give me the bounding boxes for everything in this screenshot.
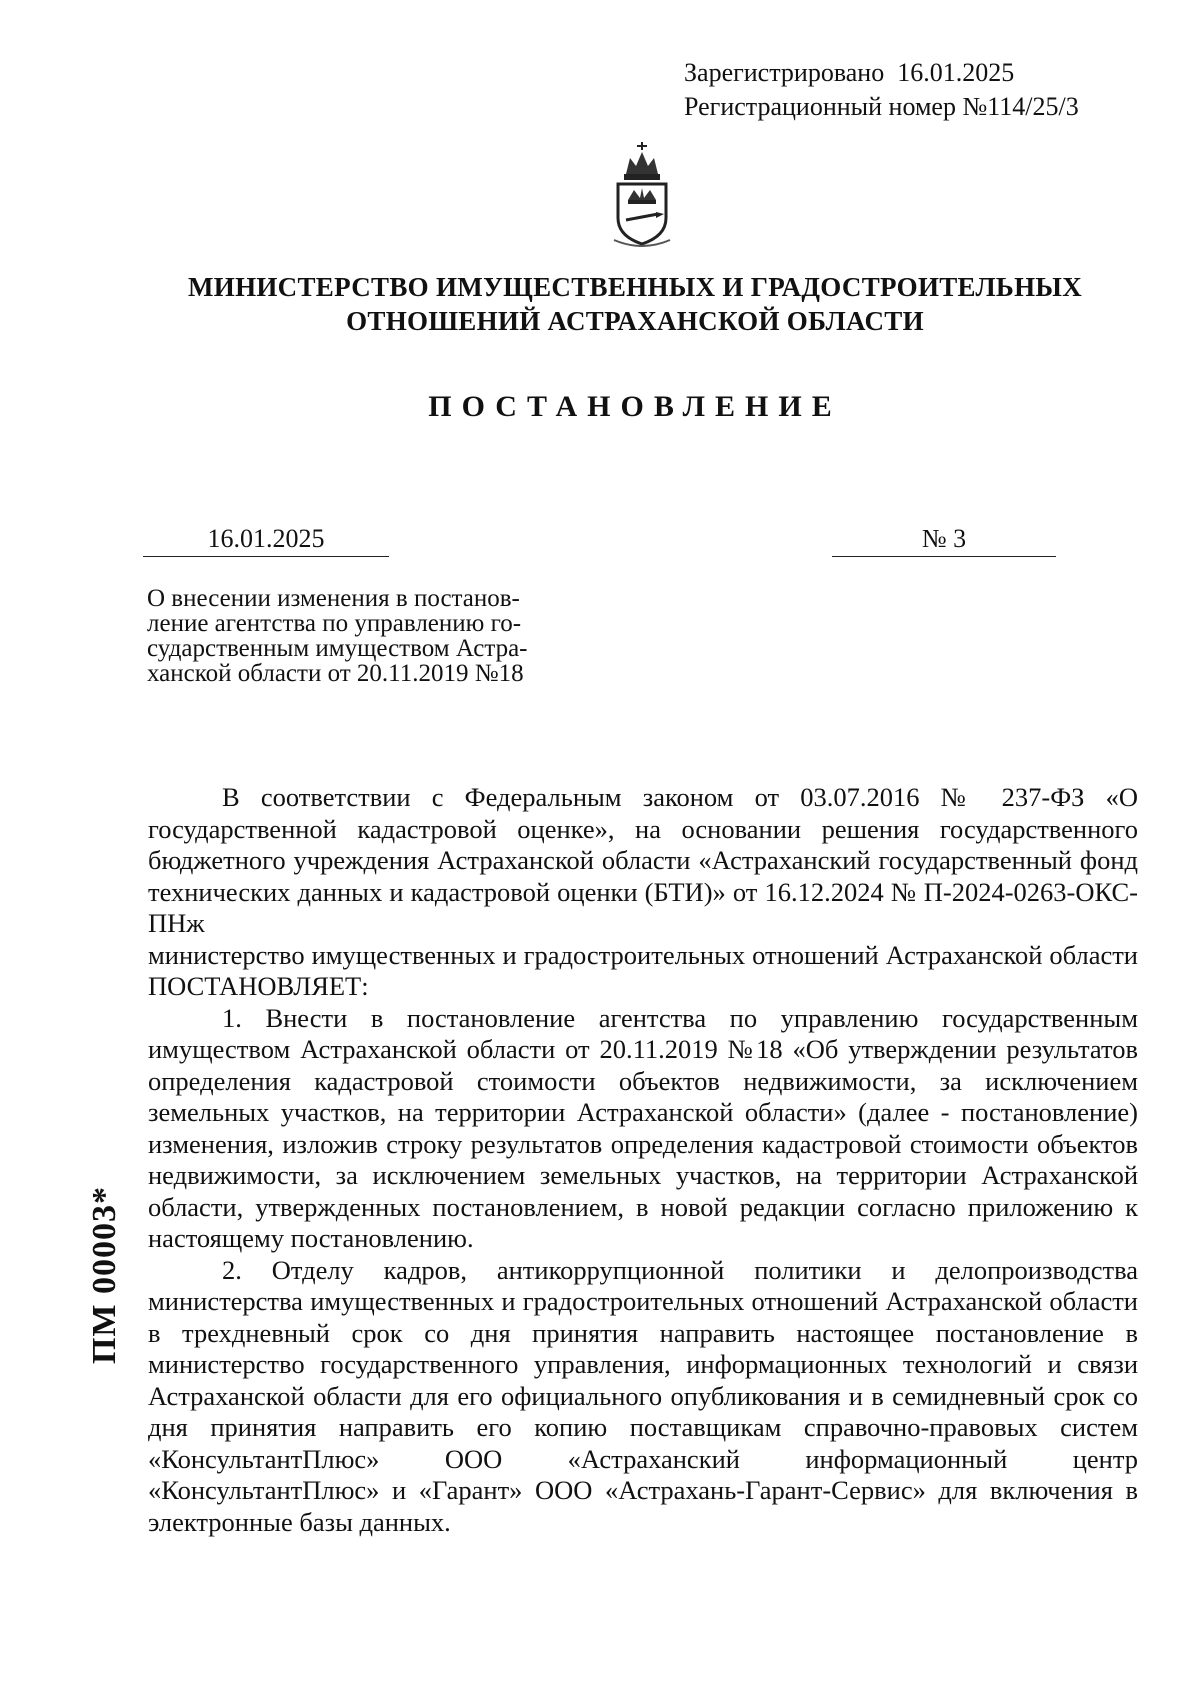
preamble-paragraph: В соответствии с Федеральным законом от 03.07.2016 № 237-ФЗ «О государственной кадастровой оценке», на основании решения государственного бюджетного учреждения Астраханской области «Астраханский государственный фонд технических данных и кадастровой оценки (БТИ)» от 16.12.2024 № П-2024-0263-ОКС-ПНж [148, 782, 1138, 938]
subject-line: сударственным имуществом Астра- [147, 635, 528, 662]
ministry-name-line1: МИНИСТЕРСТВО ИМУЩЕСТВЕННЫХ И ГРАДОСТРОИТЕЛЬНЫХ [187, 272, 1082, 302]
coat-of-arms-icon [606, 140, 678, 250]
ministry-name-line2: ОТНОШЕНИЙ АСТРАХАНСКОЙ ОБЛАСТИ [346, 306, 924, 336]
subject-line: ханской области от 20.11.2019 №18 [147, 660, 524, 687]
subject-line: О внесении изменения в постанов- [147, 585, 520, 612]
ministry-name [130, 270, 1140, 338]
registration-number: Регистрационный номер №114/25/3 [684, 92, 1079, 121]
registration-block [684, 56, 1079, 124]
item-1-paragraph: 1. Внести в постановление агентства по управлению государственным имуществом Астраханской области от 20.11.2019 №18 «Об утверждении результатов определения кадастровой стоимости объектов недвижимости, за исключением земельных участков, на территории Астраханской области» (далее - постановление) изменения, изложив строку результатов определения кадастровой стоимости объектов недвижимости, за исключением земельных участков, на территории Астраханской области, утвержденных постановлением, в новой редакции согласно приложению к настоящему постановлению. [148, 1002, 1138, 1253]
side-stamp [65, 1160, 145, 1390]
side-stamp-text: ПМ 00003* [86, 1185, 123, 1365]
document-date: 16.01.2025 [143, 522, 389, 557]
document-number: № 3 [832, 522, 1056, 557]
subject-line: ление агентства по управлению го- [147, 610, 522, 637]
authority-paragraph: министерство имущественных и градостроительных отношений Астраханской области ПОСТАНОВЛЯЕТ: [148, 939, 1138, 1001]
registration-date: Зарегистрировано 16.01.2025 [684, 58, 1015, 87]
document-body [148, 782, 1138, 1538]
item-2-paragraph: 2. Отделу кадров, антикоррупционной политики и делопроизводства министерства имущественных и градостроительных отношений Астраханской области в трехдневный срок со дня принятия направить настоящее постановление в министерство государственного управления, информационных технологий и связи Астраханской области для его официального опубликования и в семидневный срок со дня принятия направить его копию поставщикам справочно-правовых систем «КонсультантПлюс» ООО «Астраханский информационный центр «КонсультантПлюс» и «Гарант» ООО «Астрахань-Гарант-Сервис» для включения в электронные базы данных. [148, 1254, 1138, 1537]
document-subject [147, 586, 587, 686]
document-type-title: ПОСТАНОВЛЕНИЕ [428, 390, 842, 423]
